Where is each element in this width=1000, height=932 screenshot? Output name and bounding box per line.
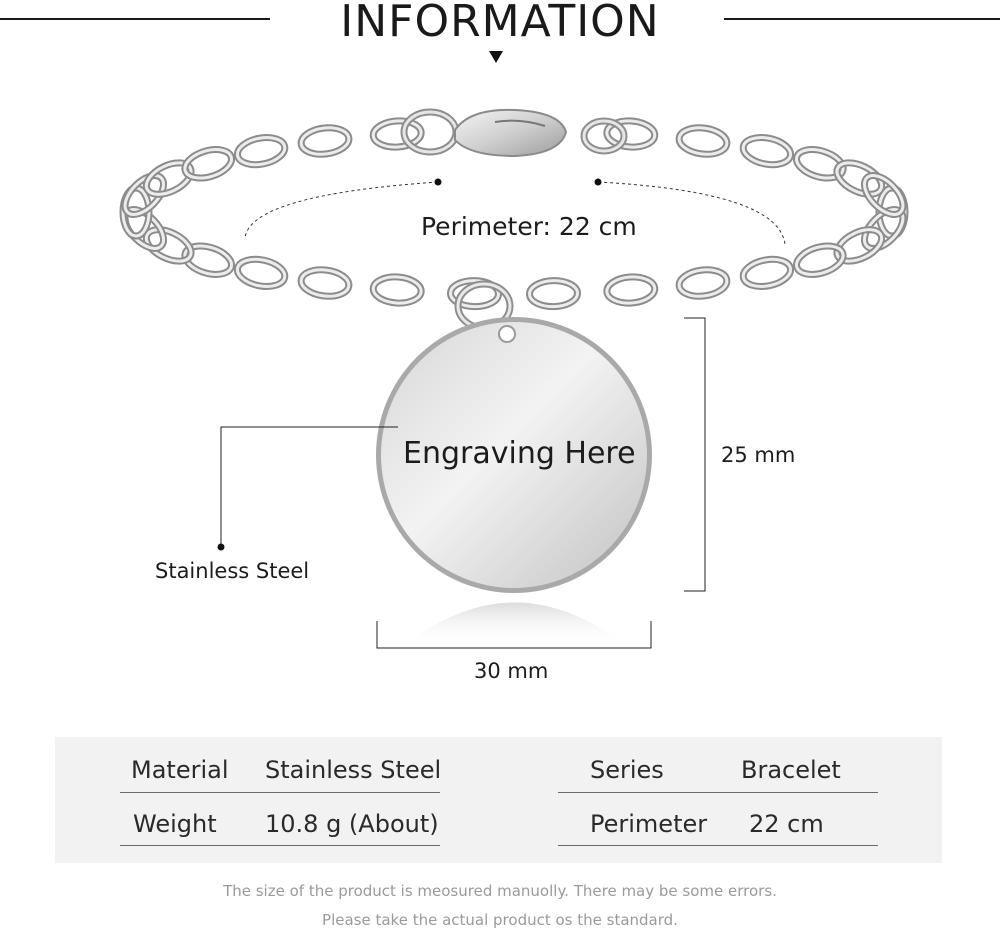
spec-label-series: Series	[590, 756, 664, 784]
chain-link	[606, 275, 656, 304]
chain-link	[235, 256, 287, 291]
chain-link	[372, 275, 422, 304]
divider	[558, 845, 878, 846]
spec-table	[55, 737, 942, 863]
divider	[120, 792, 440, 793]
page-title: INFORMATION	[340, 0, 660, 47]
lobster-clasp	[404, 110, 624, 156]
chain-link	[235, 134, 287, 169]
chain-link	[741, 134, 793, 169]
perimeter-guide	[245, 182, 438, 238]
chain-link	[181, 144, 234, 183]
spec-label-weight: Weight	[133, 810, 217, 838]
spec-value-perimeter: 22 cm	[749, 810, 824, 838]
chain-link	[300, 125, 351, 157]
spec-value-series: Bracelet	[741, 756, 841, 784]
material-callout-label: Stainless Steel	[155, 559, 310, 583]
footnote-line-2: Please take the actual product os the standard.	[322, 911, 678, 929]
spec-label-perimeter: Perimeter	[590, 810, 708, 838]
engraving-label: Engraving Here	[403, 436, 636, 471]
spec-label-material: Material	[131, 756, 229, 784]
divider	[120, 845, 440, 846]
chain-link	[300, 267, 351, 299]
chain-link	[678, 125, 729, 157]
chain-link	[678, 267, 729, 299]
spec-value-material: Stainless Steel	[265, 756, 442, 784]
chain-link	[741, 256, 793, 291]
width-dimension-label: 30 mm	[474, 659, 549, 683]
chain-link	[529, 280, 578, 307]
chain-link	[793, 241, 846, 280]
spec-value-weight: 10.8 g (About)	[265, 810, 439, 838]
perimeter-label: Perimeter: 22 cm	[421, 212, 637, 241]
height-dimension-label: 25 mm	[721, 443, 796, 467]
divider	[558, 792, 878, 793]
footnote-line-1: The size of the product is meosured manuolly. There may be some errors.	[223, 882, 777, 900]
